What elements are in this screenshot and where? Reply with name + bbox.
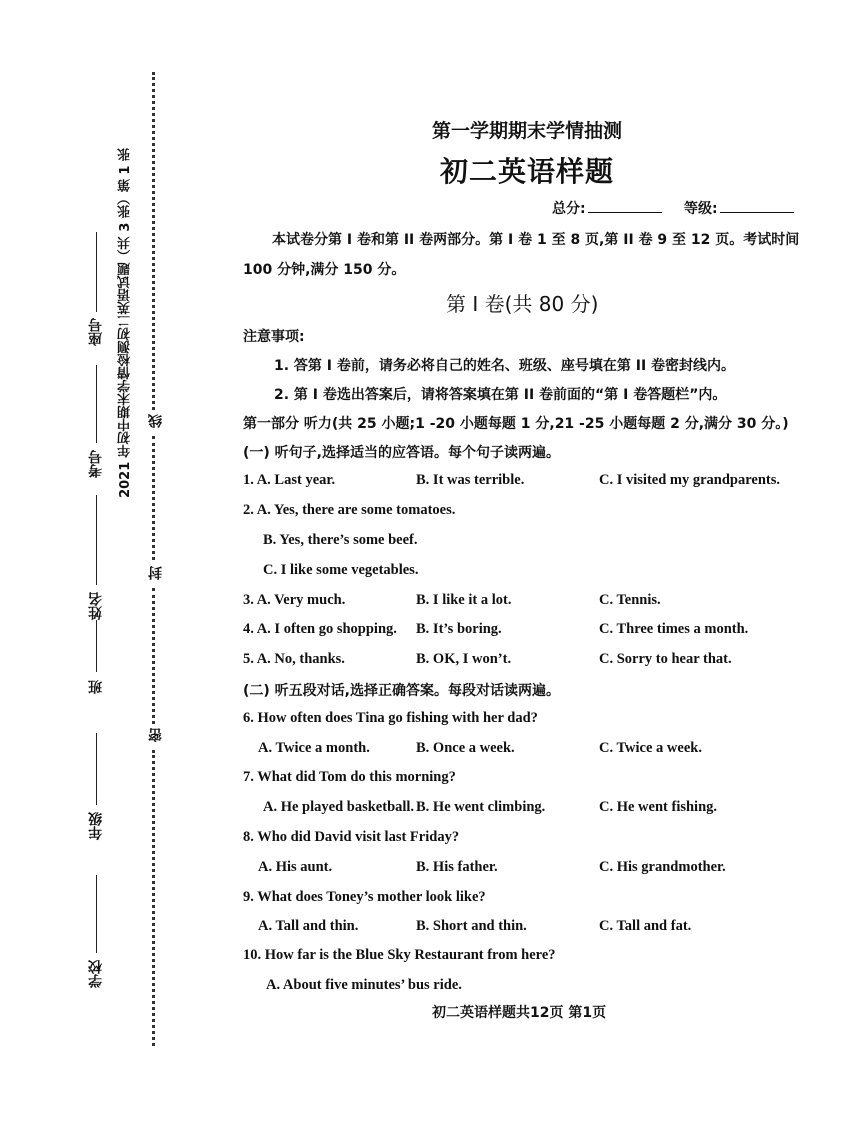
class-label: 班 bbox=[88, 680, 104, 694]
notes-item-1: 1. 答第 I 卷前，请务必将自己的姓名、班级、座号填在第 II 卷密封线内。 bbox=[274, 358, 736, 374]
q7-option-a[interactable]: A. He played basketball. bbox=[263, 799, 415, 815]
page-footer: 初二英语样题共12页 第1页 bbox=[432, 1005, 607, 1021]
q4-option-c[interactable]: C. Three times a month. bbox=[599, 621, 749, 637]
q5-option-b[interactable]: B. OK, I won’t. bbox=[416, 651, 512, 667]
q8-option-a[interactable]: A. His aunt. bbox=[258, 859, 333, 875]
seal-line-top bbox=[152, 72, 155, 410]
section1-heading: (一) 听句子,选择适当的应答语。每个句子读两遍。 bbox=[243, 445, 560, 461]
school-label: 学校 bbox=[88, 960, 104, 988]
class-blank[interactable] bbox=[96, 620, 97, 672]
q3-option-c[interactable]: C. Tennis. bbox=[599, 592, 661, 608]
seal-line-bottom bbox=[152, 750, 155, 1046]
q10-stem: 10. How far is the Blue Sky Restaurant from here? bbox=[243, 947, 556, 963]
seat-number-blank[interactable] bbox=[96, 232, 97, 312]
grade-blank[interactable] bbox=[96, 733, 97, 805]
q1-option-a[interactable]: 1. A. Last year. bbox=[243, 472, 336, 488]
q1-option-c[interactable]: C. I visited my grandparents. bbox=[599, 472, 780, 488]
school-blank[interactable] bbox=[96, 875, 97, 953]
part1-heading: 第一部分 听力(共 25 小题;1 -20 小题每题 1 分,21 -25 小题每题 2 分,满分 30 分。) bbox=[243, 416, 789, 432]
q5-option-a[interactable]: 5. A. No, thanks. bbox=[243, 651, 345, 667]
volume-title: 第 I 卷(共 80 分) bbox=[446, 292, 599, 316]
grade-score-label: 等级: bbox=[684, 201, 718, 217]
q2-option-b[interactable]: B. Yes, there’s some beef. bbox=[263, 532, 418, 548]
seal-char-line: 线 bbox=[148, 414, 164, 428]
q2-option-c[interactable]: C. I like some vegetables. bbox=[263, 562, 419, 578]
q6-option-c[interactable]: C. Twice a week. bbox=[599, 740, 702, 756]
q3-option-b[interactable]: B. I like it a lot. bbox=[416, 592, 512, 608]
side-title: 2021 年初中期末学情检测初二英语试题（共 3 张）第 1 张 bbox=[118, 148, 133, 498]
section2-heading: (二) 听五段对话,选择正确答案。每段对话读两遍。 bbox=[243, 683, 560, 699]
notes-heading: 注意事项: bbox=[243, 329, 305, 345]
q5-option-c[interactable]: C. Sorry to hear that. bbox=[599, 651, 732, 667]
q9-option-c[interactable]: C. Tall and fat. bbox=[599, 918, 692, 934]
seat-number-label: 座号 bbox=[88, 318, 104, 346]
q9-option-a[interactable]: A. Tall and thin. bbox=[258, 918, 359, 934]
exam-number-label: 考号 bbox=[88, 450, 104, 478]
q6-stem: 6. How often does Tina go fishing with her dad? bbox=[243, 710, 538, 726]
q8-option-c[interactable]: C. His grandmother. bbox=[599, 859, 726, 875]
q10-option-a[interactable]: A. About five minutes’ bus ride. bbox=[266, 977, 462, 993]
q8-stem: 8. Who did David visit last Friday? bbox=[243, 829, 460, 845]
seal-line-middle-1 bbox=[152, 436, 155, 560]
q9-stem: 9. What does Toney’s mother look like? bbox=[243, 889, 486, 905]
name-blank[interactable] bbox=[96, 495, 97, 585]
q6-option-b[interactable]: B. Once a week. bbox=[416, 740, 515, 756]
q9-option-b[interactable]: B. Short and thin. bbox=[416, 918, 527, 934]
q2-option-a[interactable]: 2. A. Yes, there are some tomatoes. bbox=[243, 502, 456, 518]
seal-line-middle-2 bbox=[152, 588, 155, 724]
name-label: 姓名 bbox=[88, 592, 104, 620]
q8-option-b[interactable]: B. His father. bbox=[416, 859, 498, 875]
grade-score-blank[interactable] bbox=[720, 200, 794, 213]
exam-title: 初二英语样题 bbox=[440, 155, 615, 188]
total-score-label: 总分: bbox=[552, 201, 586, 217]
q7-option-b[interactable]: B. He went climbing. bbox=[416, 799, 546, 815]
notes-item-2: 2. 第 I 卷选出答案后，请将答案填在第 II 卷前面的“第 I 卷答题栏”内。 bbox=[274, 387, 727, 403]
seal-char-secret: 密 bbox=[148, 728, 164, 742]
seal-char-seal: 封 bbox=[148, 566, 164, 580]
exam-subtitle: 第一学期期末学情抽测 bbox=[432, 120, 623, 142]
q7-stem: 7. What did Tom do this morning? bbox=[243, 769, 456, 785]
q3-option-a[interactable]: 3. A. Very much. bbox=[243, 592, 346, 608]
total-score-blank[interactable] bbox=[588, 200, 662, 213]
q1-option-b[interactable]: B. It was terrible. bbox=[416, 472, 525, 488]
total-score-row bbox=[552, 198, 662, 218]
grade-label: 年级 bbox=[88, 812, 104, 840]
exam-number-blank[interactable] bbox=[96, 365, 97, 443]
q4-option-b[interactable]: B. It’s boring. bbox=[416, 621, 502, 637]
intro-line-1: 本试卷分第 I 卷和第 II 卷两部分。第 I 卷 1 至 8 页,第 II 卷 9 至 12 页。考试时间 bbox=[272, 232, 800, 248]
q6-option-a[interactable]: A. Twice a month. bbox=[258, 740, 370, 756]
q4-option-a[interactable]: 4. A. I often go shopping. bbox=[243, 621, 397, 637]
q7-option-c[interactable]: C. He went fishing. bbox=[599, 799, 718, 815]
grade-row bbox=[684, 198, 794, 218]
intro-line-2: 100 分钟,满分 150 分。 bbox=[243, 262, 406, 278]
